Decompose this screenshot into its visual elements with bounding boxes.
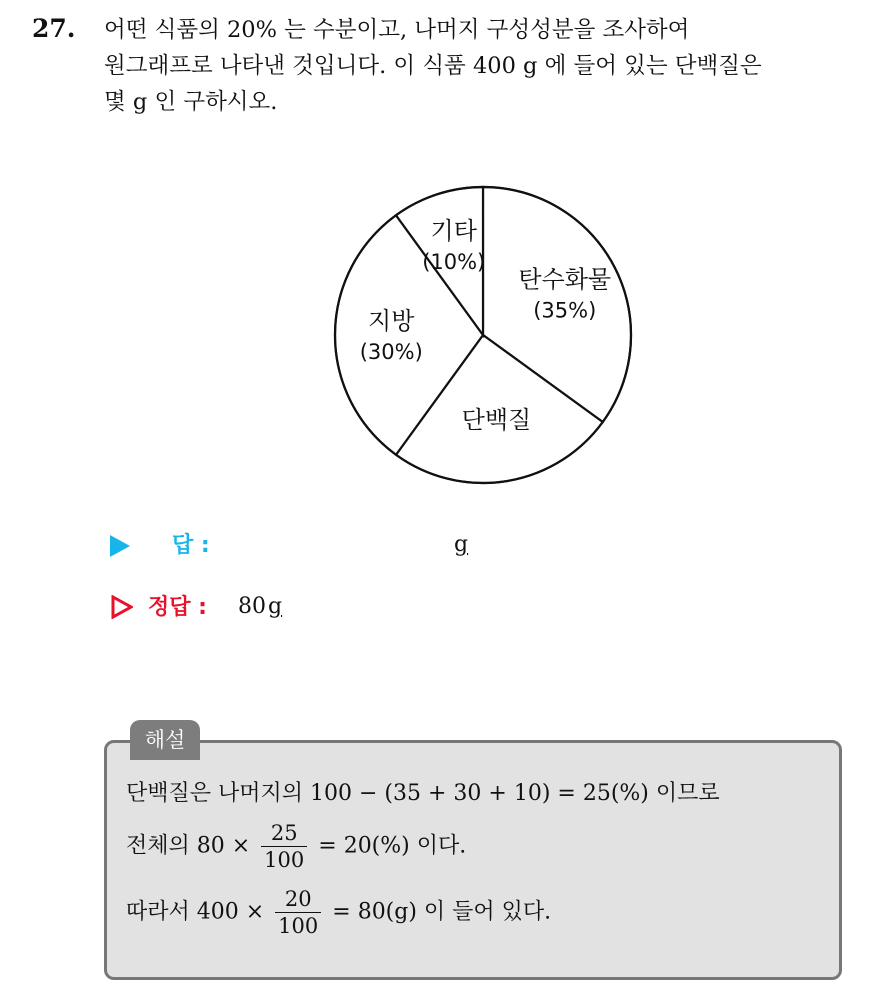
pie-percent-3: (30%) — [359, 340, 423, 364]
pie-label-3: 지방 — [368, 307, 415, 335]
explanation-line-2-pre: 전체의 80 × — [126, 833, 251, 859]
fraction-20-100 — [275, 886, 321, 939]
fraction-denominator: 100 — [275, 912, 321, 939]
fraction-denominator: 100 — [261, 846, 307, 873]
question-line-2: 원그래프로 나타낸 것입니다. 이 식품 400 g 에 들어 있는 단백질은 — [104, 53, 762, 79]
explanation-line-1: 단백질은 나머지의 100 − (35 + 30 + 10) = 25(%) 이므로 — [126, 781, 720, 806]
correct-answer-number: 80 — [238, 594, 266, 619]
answer-unit: g — [454, 532, 469, 557]
explanation-tab: 해설 — [130, 720, 200, 760]
correct-answer-row — [110, 592, 510, 628]
question-line-3: 몇 g 인 구하시오. — [104, 89, 278, 115]
pie-label-1: 탄수화물 — [518, 265, 612, 294]
answer-label: 답 : — [172, 533, 210, 558]
pie-label-2: 단백질 — [461, 405, 532, 434]
fraction-25-100 — [261, 820, 307, 873]
answer-row — [110, 530, 510, 566]
correct-answer-label: 정답 : — [148, 595, 207, 620]
explanation-line-3-post: = 80(g) 이 들어 있다. — [332, 899, 552, 925]
explanation-line-2-post: = 20(%) 이다. — [318, 833, 467, 859]
outline-triangle-icon — [111, 595, 133, 619]
correct-answer-unit: g — [268, 594, 283, 619]
pie-percent-4: (10%) — [422, 249, 486, 274]
pie-percent-1: (35%) — [533, 298, 597, 323]
play-triangle-icon — [110, 535, 130, 557]
fraction-numerator: 20 — [284, 887, 312, 911]
pie-label-4: 기타 — [430, 216, 477, 245]
explanation-line-3 — [126, 886, 551, 939]
explanation-line-3-pre: 따라서 400 × — [126, 899, 265, 925]
correct-answer-value — [238, 594, 282, 619]
question-line-1: 어떤 식품의 20% 는 수분이고, 나머지 구성성분을 조사하여 — [104, 17, 690, 43]
fraction-numerator: 25 — [270, 821, 298, 845]
explanation-line-2 — [126, 820, 466, 873]
question-number: 27. — [32, 14, 76, 43]
